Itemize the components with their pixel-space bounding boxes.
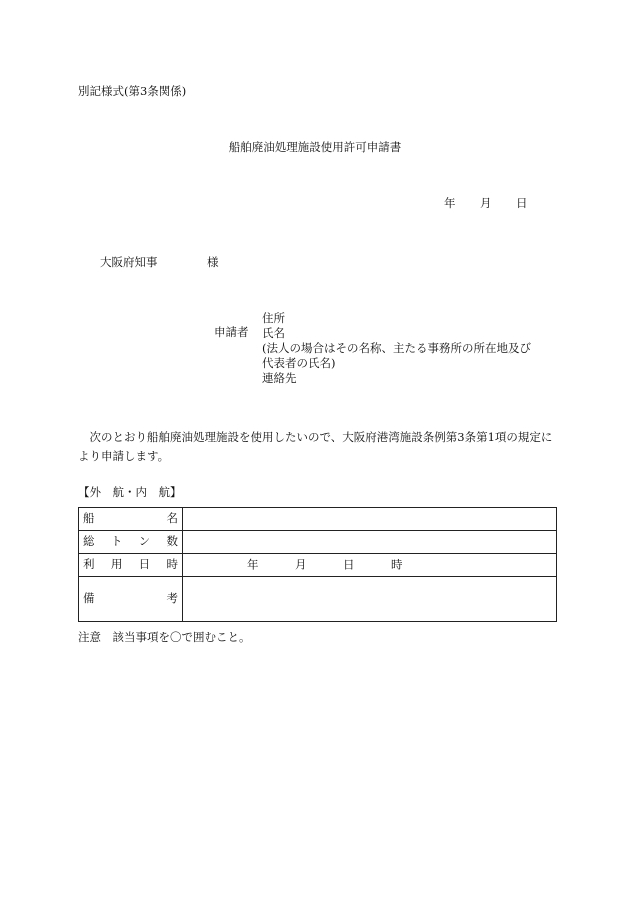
table-row-ship-name: [79, 508, 557, 531]
applicant-contact-label: 連絡先: [262, 371, 297, 385]
date-month-label: 月: [480, 196, 492, 210]
usage-datetime-label: [79, 554, 183, 577]
document-title: 船舶廃油処理施設使用許可申請書: [228, 140, 402, 154]
date-day-label: 日: [516, 196, 528, 210]
usage-month-unit: 月: [295, 557, 307, 572]
ship-info-table: [78, 507, 557, 622]
form-label: 別記様式(第3条関係): [78, 84, 187, 98]
gross-tonnage-label-char: ン: [138, 534, 151, 549]
applicant-corporate-note-line2: 代表者の氏名): [262, 356, 336, 370]
gross-tonnage-label-char: ト: [110, 534, 123, 549]
date-line: [440, 198, 550, 212]
usage-datetime-label-char: 用: [110, 557, 123, 572]
usage-day-unit: 日: [343, 557, 355, 572]
usage-datetime-label-char: 利: [83, 557, 95, 572]
gross-tonnage-label: [79, 531, 183, 554]
addressee-name: 大阪府知事: [100, 255, 158, 269]
remarks-field[interactable]: [183, 577, 557, 622]
applicant-fields: [262, 311, 531, 386]
usage-datetime-label-char: 日: [138, 557, 151, 572]
addressee-suffix: 様: [207, 255, 219, 269]
applicant-corporate-note-line1: (法人の場合はその名称、主たる事務所の所在地及び: [262, 341, 531, 355]
ship-name-label: [79, 508, 183, 531]
gross-tonnage-field[interactable]: [183, 531, 557, 554]
applicant-address-label: 住所: [262, 311, 285, 325]
table-row-remarks: [79, 577, 557, 622]
table-row-gross-tonnage: [79, 531, 557, 554]
ship-name-label-char: 名: [166, 511, 178, 526]
remarks-label-char: 考: [166, 591, 178, 606]
table-row-usage-datetime: [79, 554, 557, 577]
remarks-label-char: 備: [83, 591, 95, 606]
remarks-label: [79, 577, 183, 622]
applicant-label: 申請者: [214, 325, 249, 339]
usage-datetime-field[interactable]: [183, 554, 557, 577]
application-body-text: 次のとおり船舶廃油処理施設を使用したいので、大阪府港湾施設条例第3条第1項の規定により申請します。: [78, 430, 553, 463]
applicant-name-label: 氏名: [262, 326, 285, 340]
gross-tonnage-label-char: 総: [83, 534, 95, 549]
usage-datetime-label-char: 時: [166, 557, 178, 572]
gross-tonnage-label-char: 数: [166, 534, 178, 549]
ship-name-field[interactable]: [183, 508, 557, 531]
usage-hour-unit: 時: [391, 557, 403, 572]
usage-year-unit: 年: [247, 557, 259, 572]
note-text: 注意 該当事項を〇で囲むこと。: [78, 630, 251, 644]
ship-name-label-char: 船: [83, 511, 95, 526]
voyage-type-heading: 【外 航・内 航】: [78, 485, 182, 499]
date-year-label: 年: [444, 196, 456, 210]
